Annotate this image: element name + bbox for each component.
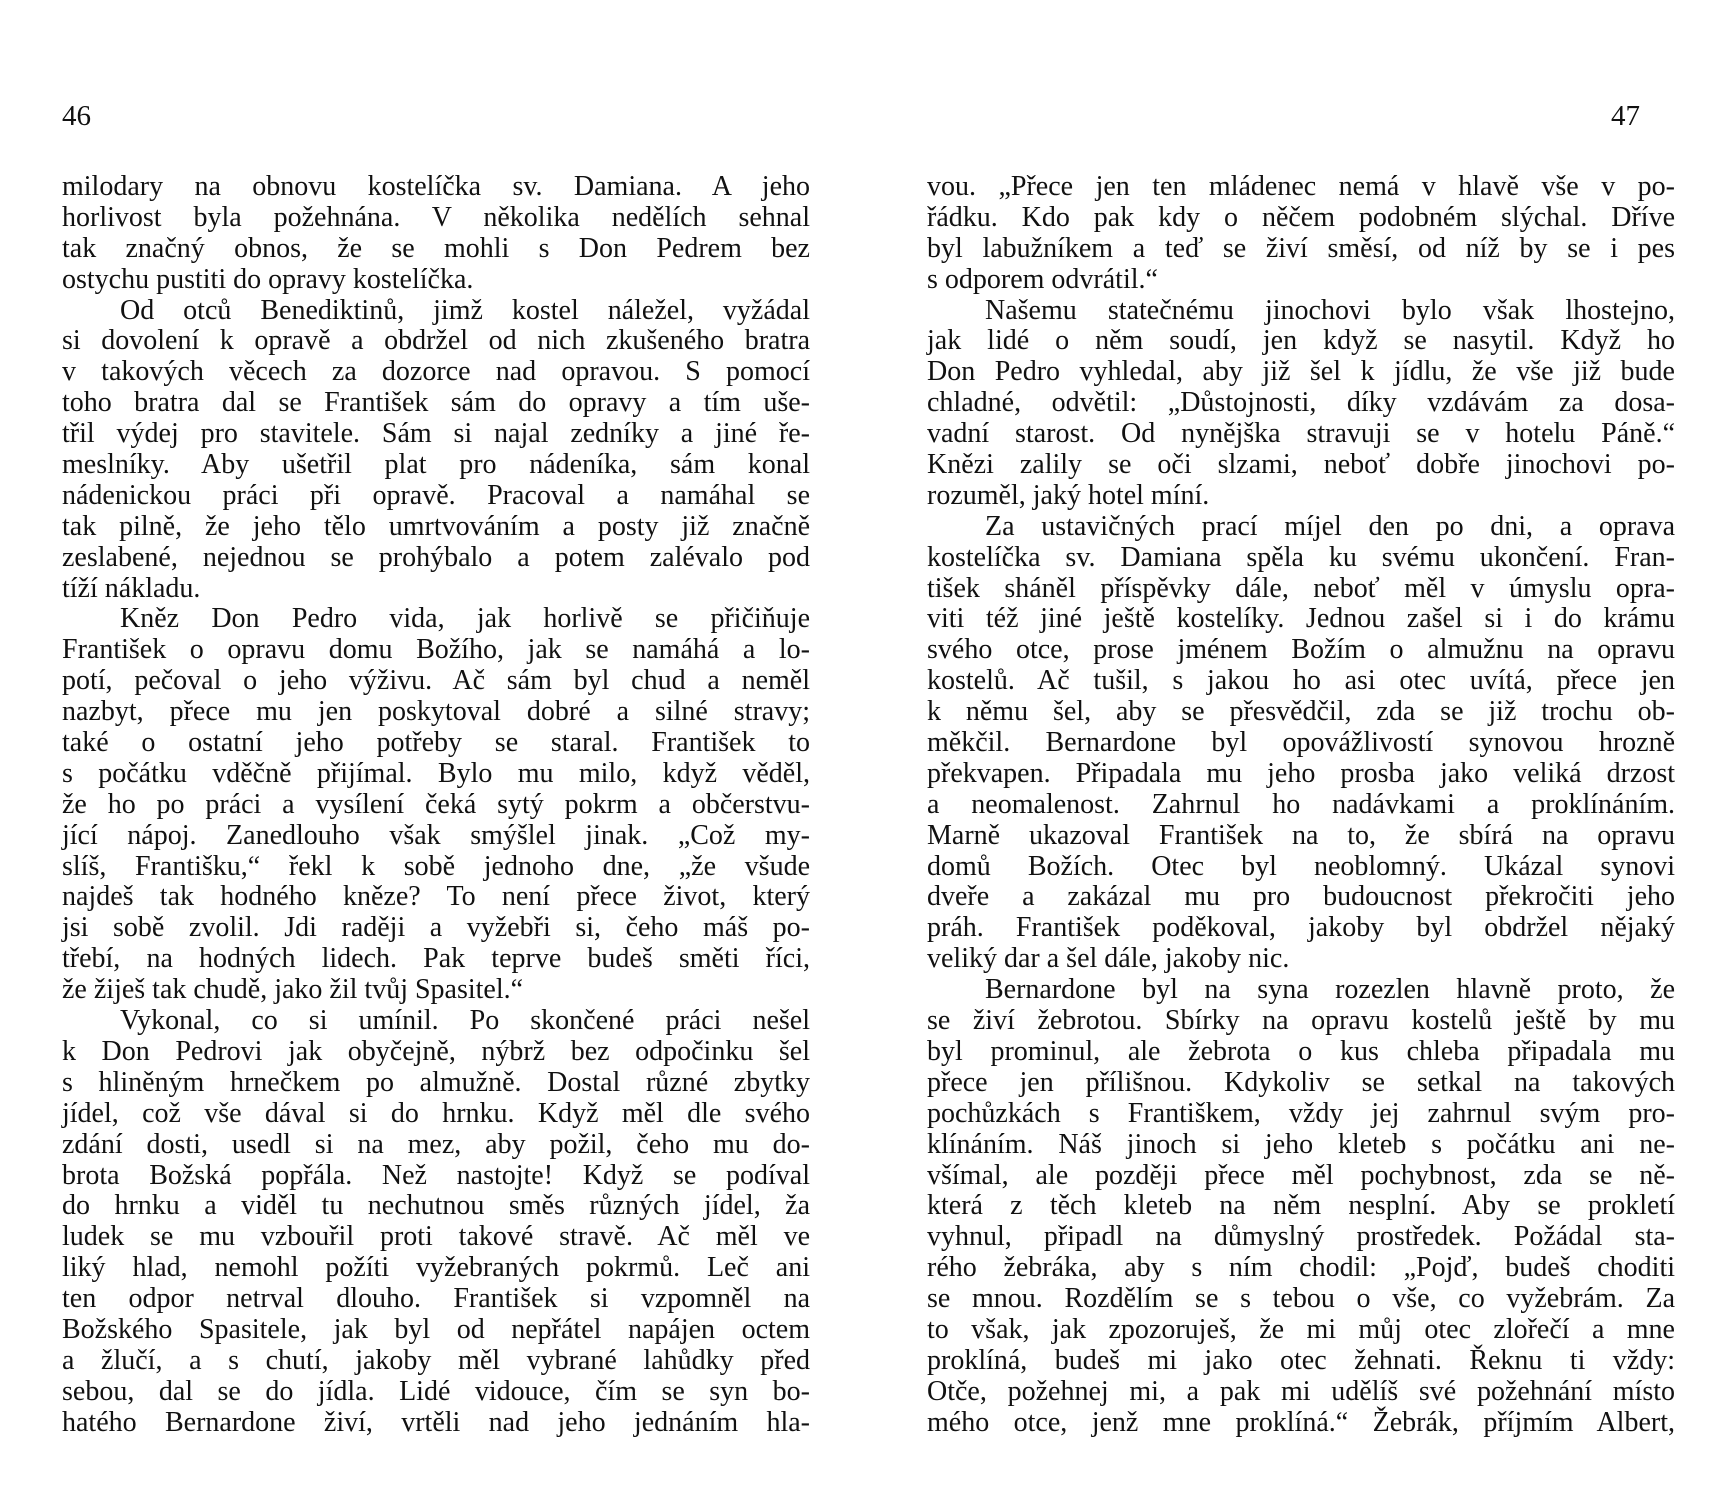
text-line: třil výdej pro stavitele. Sám si najal zedníky a jiné ře-	[62, 418, 810, 450]
text-line: v takových věcech za dozorce nad opravou. S pomocí	[62, 356, 810, 388]
text-line: tak pilně, že jeho tělo umrtvováním a posty již značně	[62, 510, 810, 542]
text-line: Marně ukazoval František na to, že sbírá na opravu	[927, 819, 1675, 851]
text-line: že žiješ tak chudě, jako žil tvůj Spasitel.“	[62, 974, 524, 1006]
text-line: nádenickou práci při opravě. Pracoval a namáhal se	[62, 479, 810, 511]
text-line: rozuměl, jaký hotel míní.	[927, 479, 1210, 511]
text-line: všímal, ale později přece měl pochybnost, zda se ně-	[927, 1159, 1675, 1191]
text-line: vyhnul, připadl na důmyslný prostředek. Požádal sta-	[927, 1221, 1675, 1253]
right-page-text	[927, 172, 1675, 1439]
text-line: která z těch kleteb na něm nesplní. Aby se prokletí	[927, 1190, 1675, 1222]
text-line: František o opravu domu Božího, jak se namáhá a lo-	[62, 634, 810, 666]
text-line: se mnou. Rozdělím se s tebou o vše, co vyžebrám. Za	[927, 1283, 1675, 1315]
text-line: jsi sobě zvolil. Jdi raději a vyžebři si, čeho máš po-	[62, 912, 810, 944]
text-line: Za ustavičných prací míjel den po dni, a oprava	[985, 510, 1675, 542]
text-line: a žlučí, a s chutí, jakoby měl vybrané lahůdky před	[62, 1344, 810, 1376]
text-line: Od otců Benediktinů, jimž kostel náležel, vyžádal	[120, 294, 810, 326]
text-line: to však, jak zpozoruješ, že mi můj otec zlořečí a mne	[927, 1313, 1675, 1345]
text-line: třebí, na hodných lidech. Pak teprve budeš směti říci,	[62, 943, 810, 975]
text-line: měkčil. Bernardone byl opovážlivostí synovou hrozně	[927, 727, 1675, 759]
text-line: horlivost byla požehnána. V několika nedělích sehnal	[62, 201, 810, 233]
text-line: chladné, odvětil: „Důstojnosti, díky vzdávám za dosa-	[927, 387, 1675, 419]
text-line: domů Božích. Otec byl neoblomný. Ukázal synovi	[927, 850, 1675, 882]
text-line: nazbyt, přece mu jen poskytoval dobré a silné stravy;	[62, 696, 810, 728]
text-line: že ho po práci a vysílení čeká sytý pokrm a občerstvu-	[62, 788, 810, 820]
page-number-right: 47	[1611, 100, 1640, 132]
text-line: řádku. Kdo pak kdy o něčem podobném slýchal. Dříve	[927, 201, 1675, 233]
text-line: zeslabené, nejednou se prohýbalo a potem zalévalo pod	[62, 541, 810, 573]
text-line: ludek se mu vzbouřil proti takové stravě. Ač měl ve	[62, 1221, 810, 1253]
text-line: dveře a zakázal mu pro budoucnost překročiti jeho	[927, 881, 1675, 913]
text-line: pochůzkách s Františkem, vždy jej zahrnul svým pro-	[927, 1097, 1675, 1129]
text-line: sebou, dal se do jídla. Lidé vidouce, čím se syn bo-	[62, 1375, 810, 1407]
text-line: Bernardone byl na syna rozezlen hlavně proto, že	[985, 974, 1675, 1006]
text-line: milodary na obnovu kostelíčka sv. Damiana. A jeho	[62, 171, 810, 202]
text-line: k Don Pedrovi jak obyčejně, nýbrž bez odpočinku šel	[62, 1035, 810, 1067]
text-line: liký hlad, nemohl požíti vyžebraných pokrmů. Leč ani	[62, 1252, 810, 1284]
text-line: Vykonal, co si umínil. Po skončené práci nešel	[120, 1005, 810, 1037]
text-line: kostelů. Ač tušil, s jakou ho asi otec uvítá, přece jen	[927, 665, 1675, 697]
text-line: vadní starost. Od nynějška stravuji se v hotelu Páně.“	[927, 418, 1675, 450]
text-line: najdeš tak hodného kněze? To není přece život, který	[62, 881, 810, 913]
text-line: Don Pedro vyhledal, aby již šel k jídlu, že vše již bude	[927, 356, 1675, 388]
text-line: klínáním. Náš jinoch si jeho kleteb s počátku ani ne-	[927, 1128, 1675, 1160]
text-line: hatého Bernardone živí, vrtěli nad jeho jednáním hla-	[62, 1406, 810, 1438]
text-line: překvapen. Připadala mu jeho prosba jako veliká drzost	[927, 757, 1675, 789]
text-line: zdání dosti, usedl si na mez, aby požil, čeho mu do-	[62, 1128, 810, 1160]
text-line: práh. František poděkoval, jakoby byl obdržel nějaký	[927, 912, 1675, 944]
text-line: rého žebráka, aby s ním chodil: „Pojď, budeš choditi	[927, 1252, 1675, 1284]
text-line: s hliněným hrnečkem po almužně. Dostal různé zbytky	[62, 1066, 810, 1098]
text-line: do hrnku a viděl tu nechutnou směs různých jídel, ža	[62, 1190, 810, 1222]
text-line: Našemu statečnému jinochovi bylo však lhostejno,	[985, 294, 1675, 326]
text-line: byl prominul, ale žebrota o kus chleba připadala mu	[927, 1035, 1675, 1067]
text-line: jídel, což vše dával si do hrnku. Když měl dle svého	[62, 1097, 810, 1129]
text-line: veliký dar a šel dále, jakoby nic.	[927, 943, 1290, 975]
left-page-text	[62, 172, 810, 1439]
text-line: mého otce, jenž mne proklíná.“ Žebrák, příjmím Albert,	[927, 1406, 1675, 1438]
text-line: kostelíčka sv. Damiana spěla ku svému ukončení. Fran-	[927, 541, 1675, 573]
text-line: přece jen přílišnou. Kdykoliv se setkal na takových	[927, 1066, 1675, 1098]
text-line: a neomalenost. Zahrnul ho nadávkami a proklínáním.	[927, 788, 1675, 820]
text-line: vou. „Přece jen ten mládenec nemá v hlavě vše v po-	[927, 171, 1675, 202]
text-line: toho bratra dal se František sám do opravy a tím uše-	[62, 387, 810, 419]
text-line: k němu šel, aby se přesvědčil, zda se již trochu ob-	[927, 696, 1675, 728]
page-number-left: 46	[62, 100, 91, 132]
text-line: svého otce, prose jménem Božím o almužnu na opravu	[927, 634, 1675, 666]
text-line: ten odpor netrval dlouho. František si vzpomněl na	[62, 1283, 810, 1315]
text-line: Božského Spasitele, jak byl od nepřátel napájen octem	[62, 1313, 810, 1345]
text-line: viti též jiné ještě kostelíky. Jednou zašel si i do krámu	[927, 603, 1675, 635]
text-line: ostychu pustiti do opravy kostelíčka.	[62, 263, 474, 295]
text-line: slíš, Františku,“ řekl k sobě jednoho dne, „že všude	[62, 850, 810, 882]
text-line: si dovolení k opravě a obdržel od nich zkušeného bratra	[62, 325, 810, 357]
text-line: Otče, požehnej mi, a pak mi udělíš své požehnání místo	[927, 1375, 1675, 1407]
text-line: tišek sháněl příspěvky dále, neboť měl v úmyslu opra-	[927, 572, 1675, 604]
text-line: meslníky. Aby ušetřil plat pro nádeníka, sám konal	[62, 449, 810, 481]
text-line: potí, pečoval o jeho výživu. Ač sám byl chud a neměl	[62, 665, 810, 697]
text-line: s odporem odvrátil.“	[927, 263, 1158, 295]
text-line: brota Božská popřála. Než nastojte! Když se podíval	[62, 1159, 810, 1191]
text-line: jící nápoj. Zanedlouho však smýšlel jinak. „Což my-	[62, 819, 810, 851]
text-line: Kněz Don Pedro vida, jak horlivě se přičiňuje	[120, 603, 810, 635]
text-line: proklíná, budeš mi jako otec žehnati. Řeknu ti vždy:	[927, 1344, 1675, 1376]
text-line: Knězi zalily se oči slzami, neboť dobře jinochovi po-	[927, 449, 1675, 481]
text-line: se živí žebrotou. Sbírky na opravu kostelů ještě by mu	[927, 1005, 1675, 1037]
right-page	[860, 0, 1720, 1500]
text-line: byl labužníkem a teď se živí směsí, od níž by se i pes	[927, 232, 1675, 264]
text-line: tak značný obnos, že se mohli s Don Pedrem bez	[62, 232, 810, 264]
text-line: také o ostatní jeho potřeby se staral. František to	[62, 727, 810, 759]
text-line: tíží nákladu.	[62, 572, 201, 604]
text-line: s počátku vděčně přijímal. Bylo mu milo, když věděl,	[62, 757, 810, 789]
text-line: jak lidé o něm soudí, jen když se nasytil. Když ho	[927, 325, 1675, 357]
